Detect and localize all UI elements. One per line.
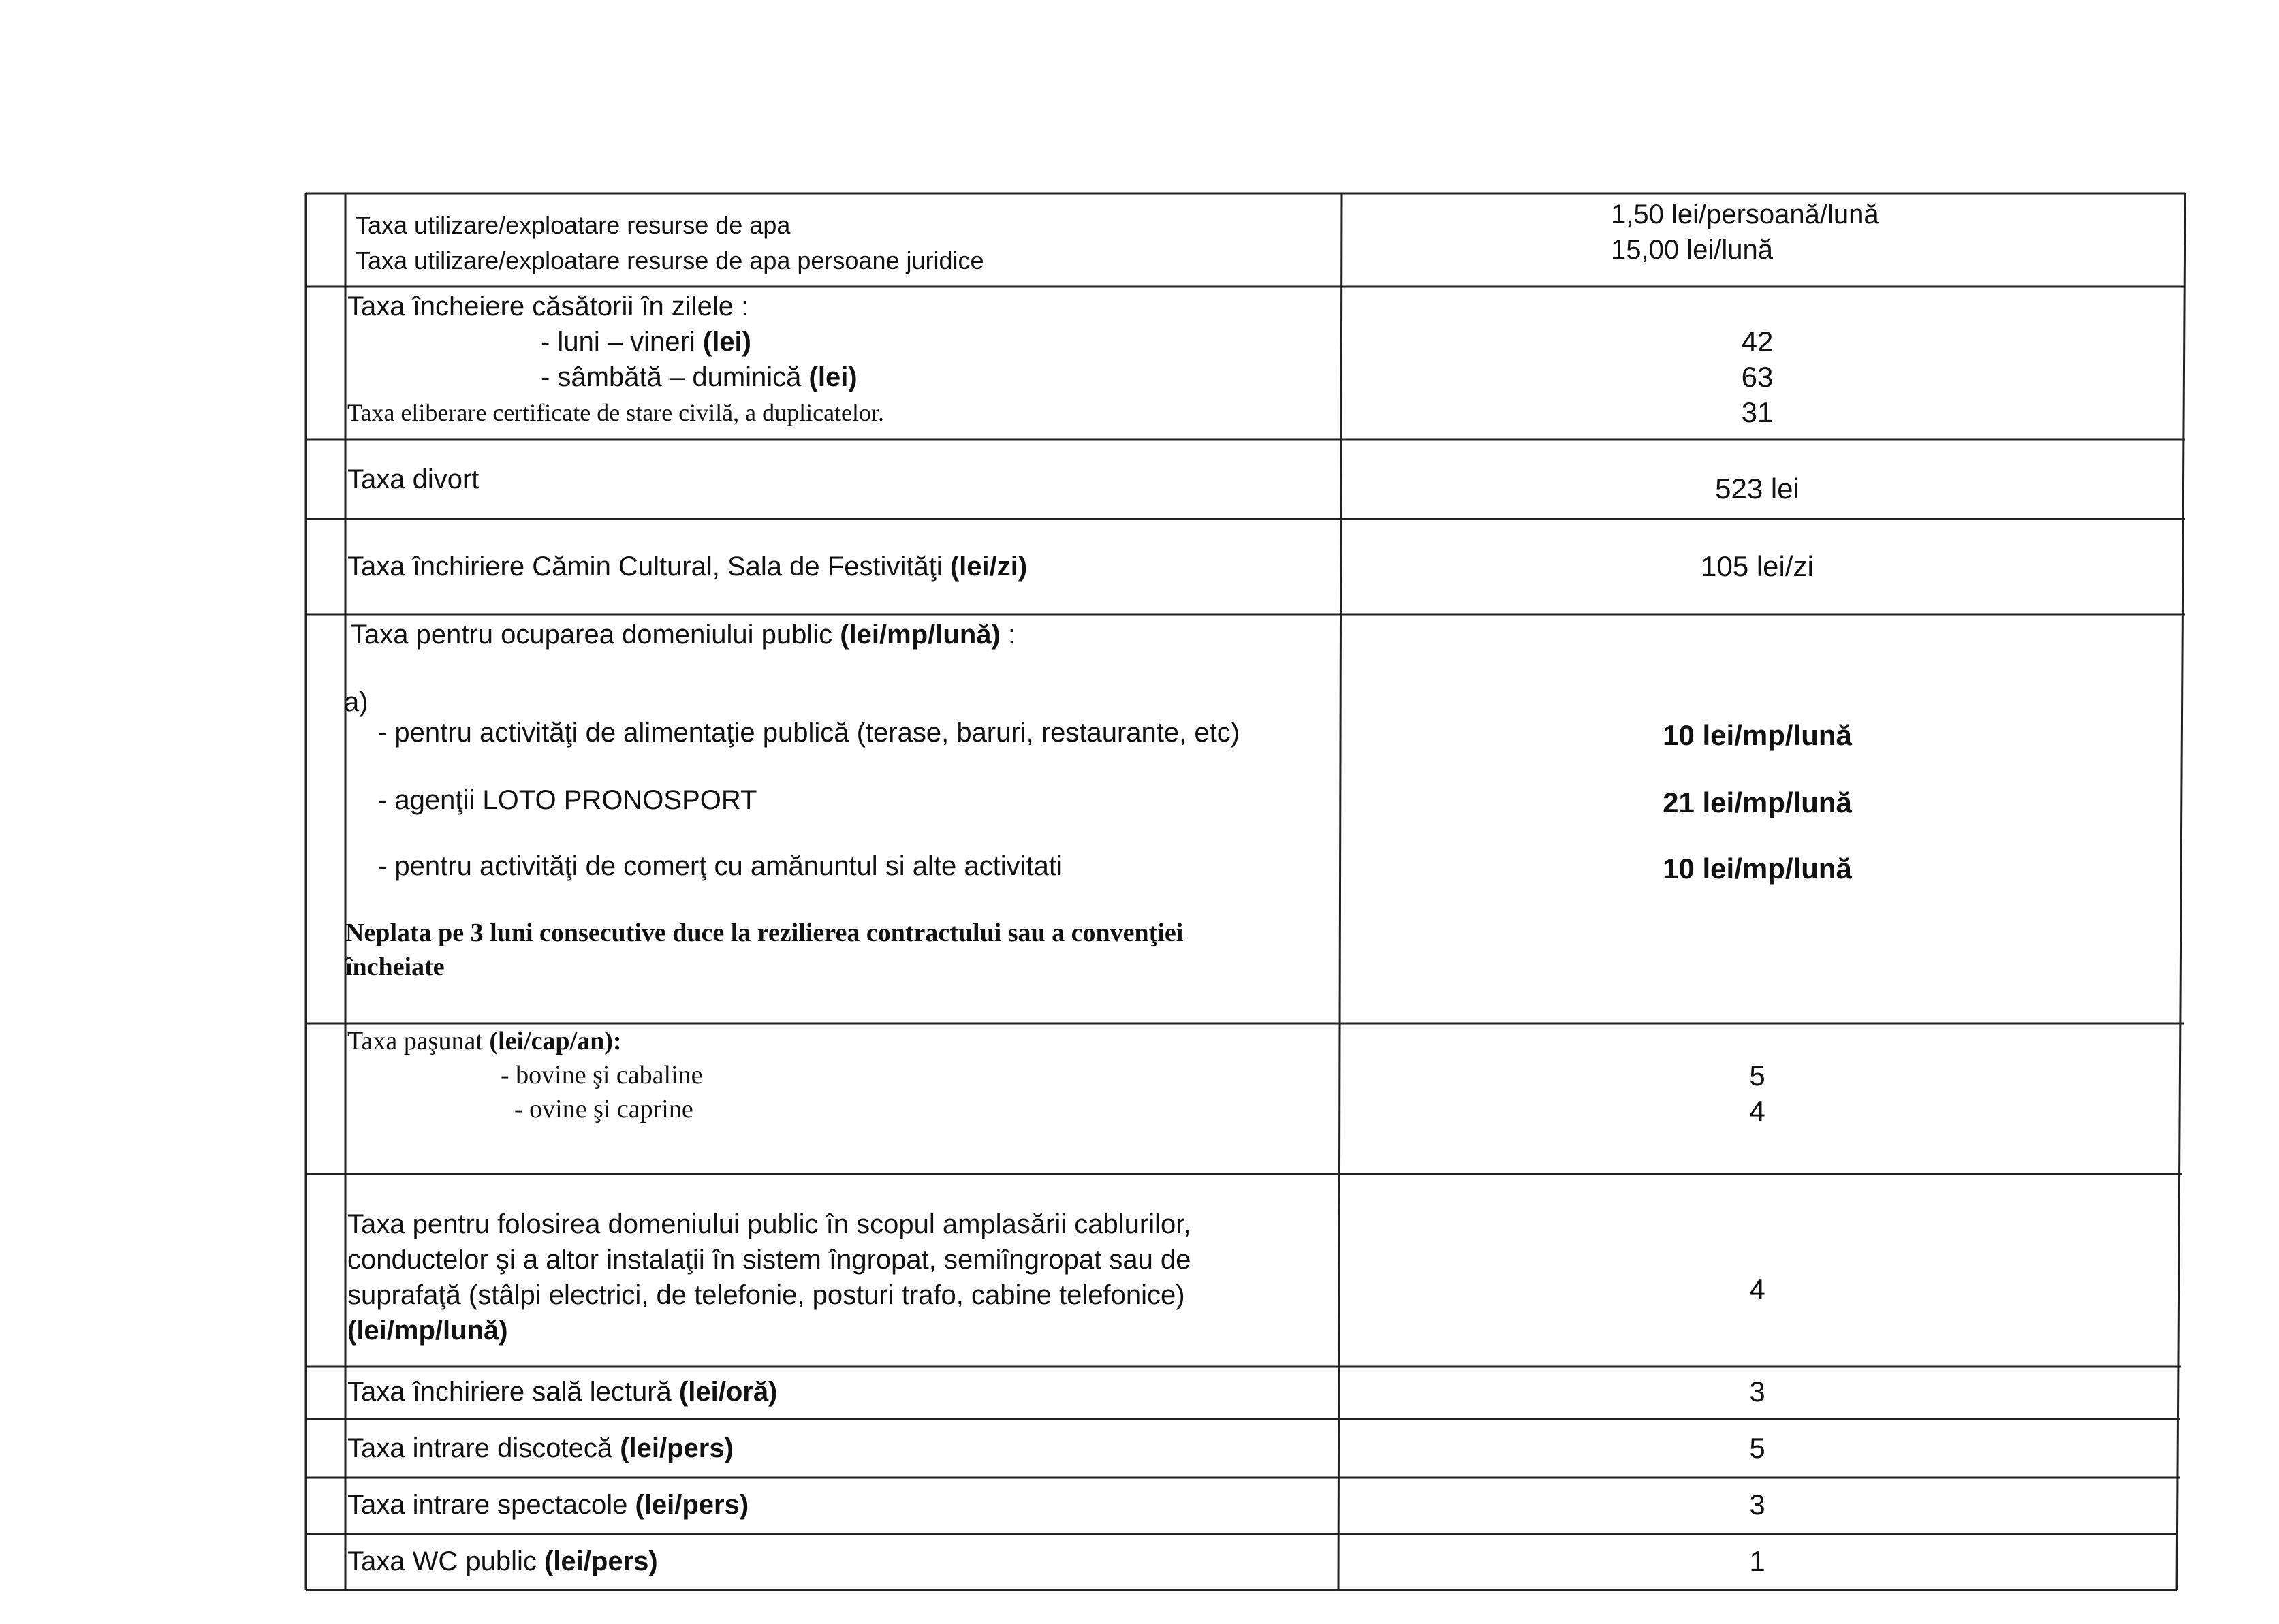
marriage-weekend-label: - sâmbătă – duminică xyxy=(541,362,809,392)
cables-tax-line: suprafaţă (stâlpi electrici, de telefonie, posturi trafo, cabine telefonice) xyxy=(347,1280,1185,1310)
water-tax-legal-value: 15,00 lei/lună xyxy=(1611,235,1773,265)
disco-tax-value: 5 xyxy=(1749,1432,1765,1464)
grazing-item-cattle: - bovine şi cabaline xyxy=(501,1061,703,1089)
public-domain-note xyxy=(345,916,1183,984)
public-domain-value-lotto: 21 lei/mp/lună xyxy=(1663,786,1852,818)
public-domain-value-food: 10 lei/mp/lună xyxy=(1663,719,1852,751)
water-tax-line: Taxa utilizare/exploatare resurse de apa xyxy=(356,211,791,239)
marriage-weekday-value: 42 xyxy=(1741,325,1774,357)
reading-tax-text: Taxa închiriere sală lectură xyxy=(347,1377,679,1407)
cables-tax-unit: (lei/mp/lună) xyxy=(347,1316,508,1346)
public-domain-title-unit: (lei/mp/lună) xyxy=(840,620,1001,650)
hall-tax-label xyxy=(347,549,1027,584)
disco-tax-unit: (lei/pers) xyxy=(620,1433,734,1463)
public-domain-title-text: Taxa pentru ocuparea domeniului public xyxy=(351,620,840,650)
grazing-tax-unit: (lei/cap/an): xyxy=(489,1027,622,1055)
grazing-tax-values xyxy=(1689,1058,1825,1129)
marriage-weekend-value: 63 xyxy=(1741,361,1774,393)
water-tax-description xyxy=(356,208,984,278)
divorce-tax-value: 523 lei xyxy=(1715,473,1799,505)
marriage-weekday-line xyxy=(347,324,884,360)
shows-tax-text: Taxa intrare spectacole xyxy=(347,1490,635,1520)
cables-tax-description xyxy=(347,1207,1191,1348)
water-tax-value: 1,50 lei/persoană/lună xyxy=(1611,200,1879,229)
marriage-tax-title: Taxa încheiere căsătorii în zilele : xyxy=(347,291,749,321)
wc-tax-unit: (lei/pers) xyxy=(544,1546,658,1576)
public-domain-item-retail: - pentru activităţi de comerţ cu amănuntul si alte activitati xyxy=(378,851,1063,881)
disco-tax-label xyxy=(347,1431,734,1466)
hall-tax-text: Taxa închiriere Cămin Cultural, Sala de Festivităţi xyxy=(347,552,950,582)
marriage-weekend-unit: (lei) xyxy=(808,362,858,392)
marriage-weekday-label: - luni – vineri xyxy=(541,327,703,357)
hall-tax-value: 105 lei/zi xyxy=(1701,550,1814,582)
public-domain-item-food: - pentru activităţi de alimentaţie publică (terase, baruri, restaurante, etc) xyxy=(378,718,1240,748)
marriage-tax-values xyxy=(1689,324,1825,430)
reading-tax-value: 3 xyxy=(1749,1375,1765,1407)
public-domain-item-lotto: - agenţii LOTO PRONOSPORT xyxy=(378,785,757,815)
reading-tax-unit: (lei/oră) xyxy=(678,1377,778,1407)
public-domain-title xyxy=(351,617,1016,652)
grazing-tax-title xyxy=(347,1024,703,1058)
grazing-value-sheep: 4 xyxy=(1749,1095,1765,1127)
cables-tax-line: Taxa pentru folosirea domeniului public în scopul amplasării cablurilor, xyxy=(347,1209,1191,1239)
wc-tax-label xyxy=(347,1544,658,1579)
grazing-tax-title-text: Taxa paşunat xyxy=(347,1027,490,1055)
grazing-value-cattle: 5 xyxy=(1749,1060,1765,1092)
wc-tax-text: Taxa WC public xyxy=(347,1546,544,1576)
disco-tax-text: Taxa intrare discotecă xyxy=(347,1433,620,1463)
grazing-item-sheep: - ovine şi caprine xyxy=(514,1095,693,1124)
public-domain-value-retail: 10 lei/mp/lună xyxy=(1663,853,1852,885)
hall-tax-unit: (lei/zi) xyxy=(949,552,1028,582)
grazing-tax-description xyxy=(347,1024,703,1126)
cables-tax-line: conductelor şi a altor instalaţii în sistem îngropat, semiîngropat sau de xyxy=(347,1245,1191,1275)
shows-tax-unit: (lei/pers) xyxy=(635,1490,749,1520)
public-domain-title-end: : xyxy=(1000,620,1016,650)
public-domain-note-line: încheiate xyxy=(345,953,445,981)
divorce-tax-label: Taxa divort xyxy=(347,464,480,494)
shows-tax-label xyxy=(347,1487,749,1523)
cables-tax-value: 4 xyxy=(1749,1273,1765,1305)
public-domain-section: a) xyxy=(344,687,368,717)
marriage-weekday-unit: (lei) xyxy=(702,327,751,357)
certificate-tax-value: 31 xyxy=(1741,396,1774,428)
marriage-tax-description xyxy=(347,289,884,430)
water-tax-legal-line: Taxa utilizare/exploatare resurse de apa persoane juridice xyxy=(356,246,984,274)
public-domain-note-line: Neplata pe 3 luni consecutive duce la rezilierea contractului sau a convenţiei xyxy=(345,919,1184,947)
shows-tax-value: 3 xyxy=(1749,1488,1765,1520)
marriage-weekend-line xyxy=(347,360,884,395)
water-tax-values xyxy=(1611,197,1879,268)
wc-tax-value: 1 xyxy=(1749,1545,1765,1577)
reading-tax-label xyxy=(347,1374,777,1410)
certificate-tax-line: Taxa eliberare certificate de stare civilă, a duplicatelor. xyxy=(347,399,885,426)
